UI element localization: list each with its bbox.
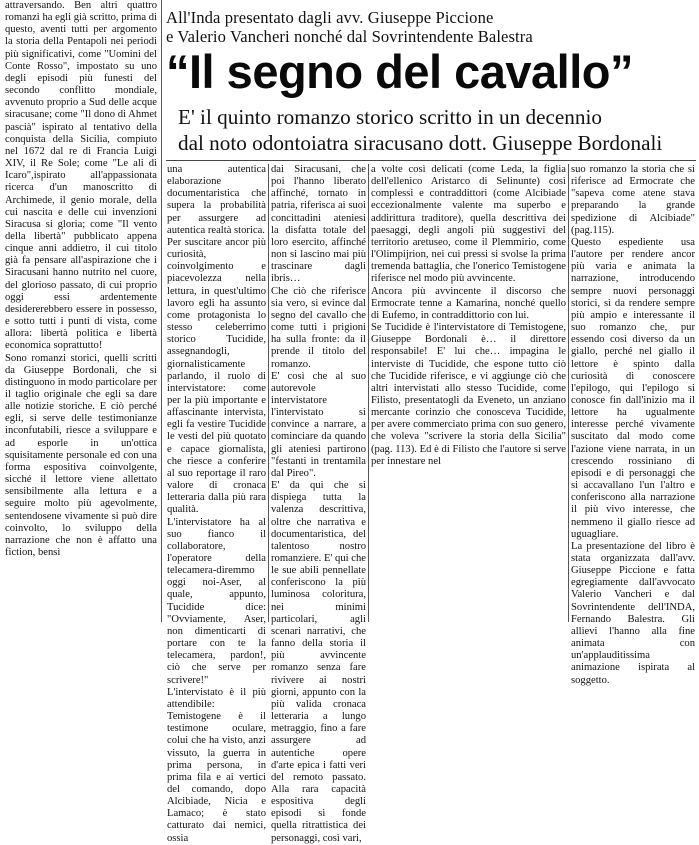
deck <box>178 104 693 156</box>
paragraph: La presentazione del libro è stata organizzata dall'avv. Giuseppe Piccione e fatta egregiamente dall'avvocato Valerio Vancheri e dal Sovrintendente dell'INDA, Fernando Balestra. Gli allievi l'hanno alla fine animata con un'applauditissima animazione ispirata al soggetto. <box>571 540 695 686</box>
column-3 <box>271 164 366 844</box>
kicker-line: e Valerio Vancheri nonché dal Sovrintendente Balestra <box>166 27 533 46</box>
deck-line: dal noto odontoiatra siracusano dott. Giuseppe Bordonali <box>178 131 663 155</box>
paragraph: a volte così delicati (come Leda, la figlia dell'ellenico Aristarco di Selinunte) così complessi e contraddittori (come Alcibiade eccezionalmente valente ma superbo e addirittura traditore), quella descrittiva dei paesaggi, degli angoli più suggestivi del territorio aretuseo, come il Plemmirio, come l'Olimpijrion, nei cui pressi si svolse la prima tremenda battaglia, che l'onerico Temistogene riferisce nel modo più avvincente. <box>371 164 566 285</box>
paragraph: L'intervistato è il più attendibile: Temistogene è il testimone oculare, colui che ha visto, anzi vissuto, la guerra in prima persona, in prima fila e ai vertici del comando, dopo Alcibiade, Nicia e Lamaco; è stato catturato dai nemici, ossia <box>167 686 266 844</box>
paragraph: Se Tucidide è l'intervistatore di Temistogene, Giuseppe Bordonali è… il direttore responsabile! E' lui che… impagina le interviste di Tucidide, che espone tutto ciò che Tucidide riferisce, e vi aggiunge ciò che altri intervistati allo stesso Tucidide, come Filisto, presentatogli da Eveneto, un anziano mercante corinzio che conosceva Tucidide, per avere commerciato prima con suo genero, che voleva "scrivere la storia della Sicilia" (pag. 113). Ed è di Filisto che l'autore si serve per innestare nel <box>371 322 566 467</box>
column-divider <box>368 164 369 622</box>
column-4 <box>371 164 566 622</box>
paragraph: Ancora più avvincente il discorso che Ermocrate tenne a Kamarina, nonché quello di Eufemo, in contraddittorio con lui. <box>371 285 566 321</box>
paragraph: una autentica elaborazione documentaristica che supera la probabilità per assurgere ad autentica realtà storica. <box>167 164 266 236</box>
column-divider <box>568 164 569 622</box>
paragraph: E' così che al suo autorevole intervistatore l'intervistato si convince a narrare, a cominciare da quando gli ateniesi partirono "festanti in trentamila dal Pireo". <box>271 370 366 479</box>
headline: “Il segno del cavallo” <box>166 45 633 98</box>
paragraph: Per suscitare ancor più curiosità, coinvolgimento e piacevolezza nella lettura, in quest'ultimo lavoro egli ha assunto come protagonista lo stesso celeberrimo storico Tucidide, assegnandogli, giornalisticamente parlando, il ruolo di intervistatore: come per la più importante e affascinante intervista, egli fa vestire Tucidide le vesti del più quotato e capace giornalista, che riesce a conferire al suo reportage il raro valore di cronaca letteraria dalla più rara qualità. <box>167 236 266 516</box>
column-divider <box>161 0 162 622</box>
column-divider <box>268 164 269 622</box>
paragraph: Questo espediente usa l'autore per rendere ancor più varia e animata la narrazione, introducendo sempre nuovi personaggi storici, sì da rendere sempre più ampio e interessante il suo romanzo che, pur essendo così diverso da un giallo, perché nel giallo il lettore è spinto dalla curiosità di conoscere l'epilogo, qui l'epilogo si conosce fin dall'inizio ma il lettore ha ugualmente interesse perché vivamente suscitato dal modo come l'azione viene narrata, in un crescendo rossiniano di episodi e di personaggi che si accavallano l'un l'altro e conferiscono alla narrazione il più vivo interesse, che nemmeno il giallo riesce ad uguagliare. <box>571 236 695 540</box>
kicker-line: All'Inda presentato dagli avv. Giuseppe Piccione <box>166 8 494 27</box>
paragraph: Sono romanzi storici, quelli scritti da Giuseppe Bordonali, che si distinguono in modo particolare per il taglio originale che egli sa dare alle notizie storiche. E ciò perché egli, si serve delle testimonianze inconfutabili, riesce a sviluppare e ad esporle in un'ottica squisitamente personale ed con una forma espositiva coinvolgente, sicché il lettore viene allettato sensibilmente alla lettura e a seguire molto più agevolmente, sentendosene vivamente si può dire coinvolto, lo sviluppo della narrazione che non è affatto una fiction, bensì <box>5 352 157 559</box>
paragraph: dai Siracusani, che poi l'hanno liberato affinché, tornato in patria, riferisca ai suoi concittadini ateniesi la disfatta totale del loro esercito, affinché non si lascino mai più trascinare dagli ibris… <box>271 164 366 285</box>
column-5 <box>571 164 695 686</box>
paragraph: suo romanzo la storia che si riferisce ad Ermocrate che "sapeva come atene stava preparando la grande spedizione di Alcibiade" (pag.115). <box>571 164 695 236</box>
paragraph: E' da qui che si dispiega tutta la valenza descrittiva, oltre che narrativa e documentaristica, del talentoso nostro romanziere. E' qui che le sue abili pennellate conferiscono la più luminosa coloritura, nei minimi particolari, agli scenari narrativi, che fanno della storia il più avvincente romanzo senza fare rivivere ai nostri giorni, appunto con la più valida cronaca letteraria a lungo metraggio, fino a fare assurgere ad autentiche opere d'arte epica i fatti veri del remoto passato. Alla rara capacità espositiva degli episodi si fonde quella ritrattistica dei personaggi, così vari, <box>271 480 366 844</box>
deck-line: E' il quinto romanzo storico scritto in un decennio <box>178 105 602 129</box>
deck-rule <box>166 160 696 161</box>
column-1 <box>5 0 157 622</box>
kicker <box>166 8 696 46</box>
paragraph: attraversando. Ben altri quattro romanzi ha egli già scritto, prima di questo, aventi tutti per argomento la storia della Pentapoli nei periodi più significativi, come "Uomini del Conte Rosso", impostato su uno degli episodi più funesti del secondo conflitto mondiale, avvenuto proprio a Sud delle acque siracusane; come "Il dono di Ahmet pascià" ispirato al tentativo della conquista della Sicilia, compiuto nel 1672 dal re di Francia Luigi XIV, il Re Sole; come "Le ali di Icaro",ispirato all'appassionata ricerca d'un manoscritto di Archimede, il genio morale, della cui nascita e delle cui invenzioni Siracusa si gloria; come "Il vento della libertà" pubblicato appena cinque anni addietro, il cui titolo già fa pensare all'aspirazione che i Siracusani hanno nutrito nel cuore, del glorioso passato, di cui proprio oggi essi ardentemente desidererebbero essere in possesso, e sotto tutti i punti di vista, come allora: libertà politica e libertà economica soprattutto! <box>5 0 157 352</box>
paragraph: L'intervistatore ha al suo fianco il collaboratore, l'operatore della telecamera-diremmo oggi noi-Aser, al quale, appunto, Tucidide dice: "Ovviamente, Aser, non dimenticarti di portare con te la telecamera, pardon!, ciò che serve per scrivere!" <box>167 516 266 686</box>
column-2 <box>167 164 266 844</box>
paragraph: Che ciò che riferisce sia vero, si evince dal segno del cavallo che come tutti i prigioni ha sulla fronte: da il prende il titolo del romanzo. <box>271 285 366 370</box>
